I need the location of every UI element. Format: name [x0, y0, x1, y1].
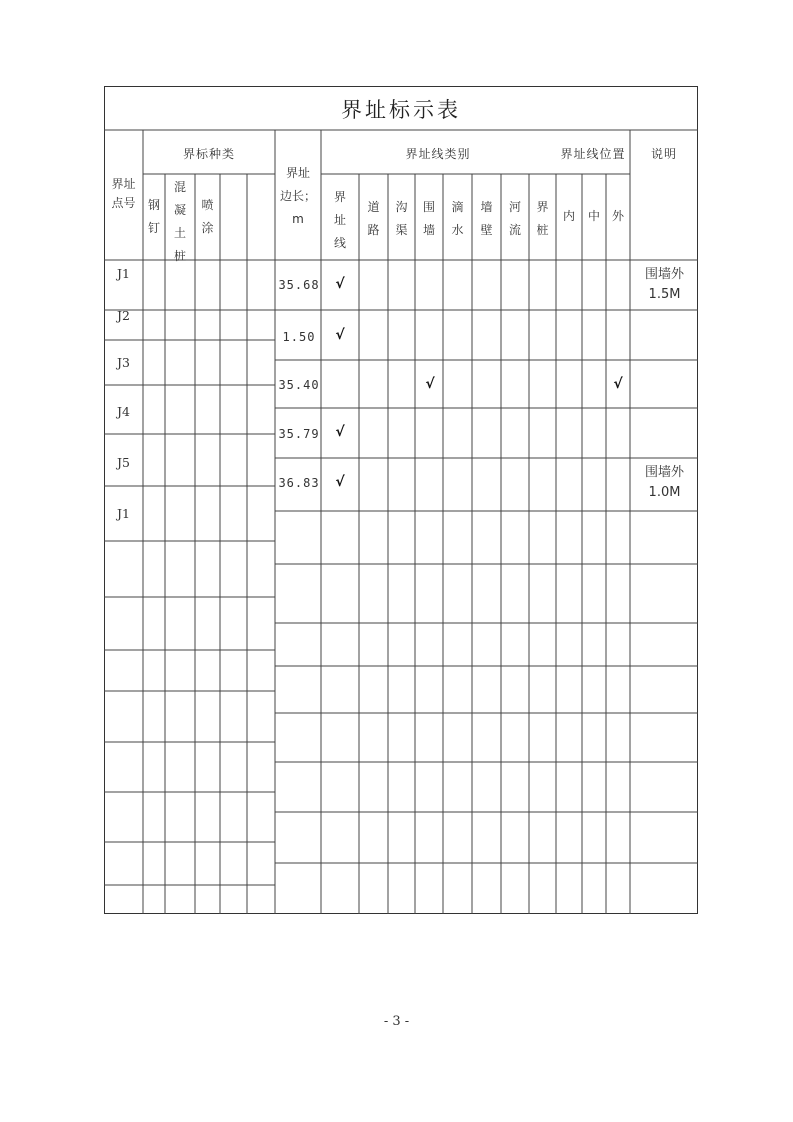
- check-mark: √: [613, 376, 623, 392]
- table-title: 界址标示表: [341, 98, 461, 122]
- header-line-boundary: 界 址 线: [333, 190, 346, 250]
- header-line-position: 界址线位置: [560, 147, 626, 161]
- point-label-6: J1: [117, 506, 130, 521]
- segment-length-1: 35.68: [278, 278, 320, 292]
- header-point-no: 界址 点号: [111, 177, 136, 210]
- header-note: 说明: [650, 147, 677, 161]
- segment-note-1: 围墙外 1.5M: [644, 267, 684, 302]
- segment-length-2: 1.50: [282, 330, 316, 344]
- header-marker-steel-nail: 钢 钉: [147, 198, 160, 235]
- check-mark: √: [335, 327, 345, 343]
- segment-note-5: 围墙外 1.0M: [644, 465, 684, 500]
- header-line-boundary-pile: 界 桩: [536, 200, 549, 237]
- point-label-4: J4: [117, 404, 130, 419]
- header-line-wall: 围 墙: [422, 200, 435, 237]
- header-line-road: 道 路: [367, 200, 380, 237]
- header-position-outer: 外: [611, 209, 624, 223]
- header-marker-spray-paint: 喷 涂: [201, 198, 214, 235]
- header-line-type: 界址线类别: [405, 147, 471, 161]
- point-label-2: J2: [117, 308, 130, 323]
- segment-length-3: 35.40: [278, 378, 320, 392]
- check-mark: √: [425, 376, 435, 392]
- header-line-drip: 滴 水: [451, 200, 464, 237]
- check-mark: √: [335, 424, 345, 440]
- header-line-river: 河 流: [508, 200, 521, 237]
- header-marker-type: 界标种类: [182, 147, 235, 161]
- page-number: - 3 -: [383, 1014, 410, 1029]
- point-label-3: J3: [117, 355, 130, 370]
- header-position-inner: 内: [562, 209, 575, 223]
- segment-length-4: 35.79: [278, 427, 320, 441]
- header-line-ditch: 沟 渠: [395, 200, 408, 237]
- point-label-1: J1: [117, 266, 130, 281]
- check-mark: √: [335, 276, 345, 292]
- segment-length-5: 36.83: [278, 476, 320, 490]
- header-side-length: 界址 边长； m: [279, 166, 316, 226]
- check-mark: √: [335, 474, 345, 490]
- header-line-wall-face: 墙 壁: [480, 200, 493, 237]
- point-label-5: J5: [117, 455, 130, 470]
- header-marker-concrete-pile: 混 凝 土 桩: [173, 180, 186, 263]
- header-position-middle: 中: [587, 209, 600, 223]
